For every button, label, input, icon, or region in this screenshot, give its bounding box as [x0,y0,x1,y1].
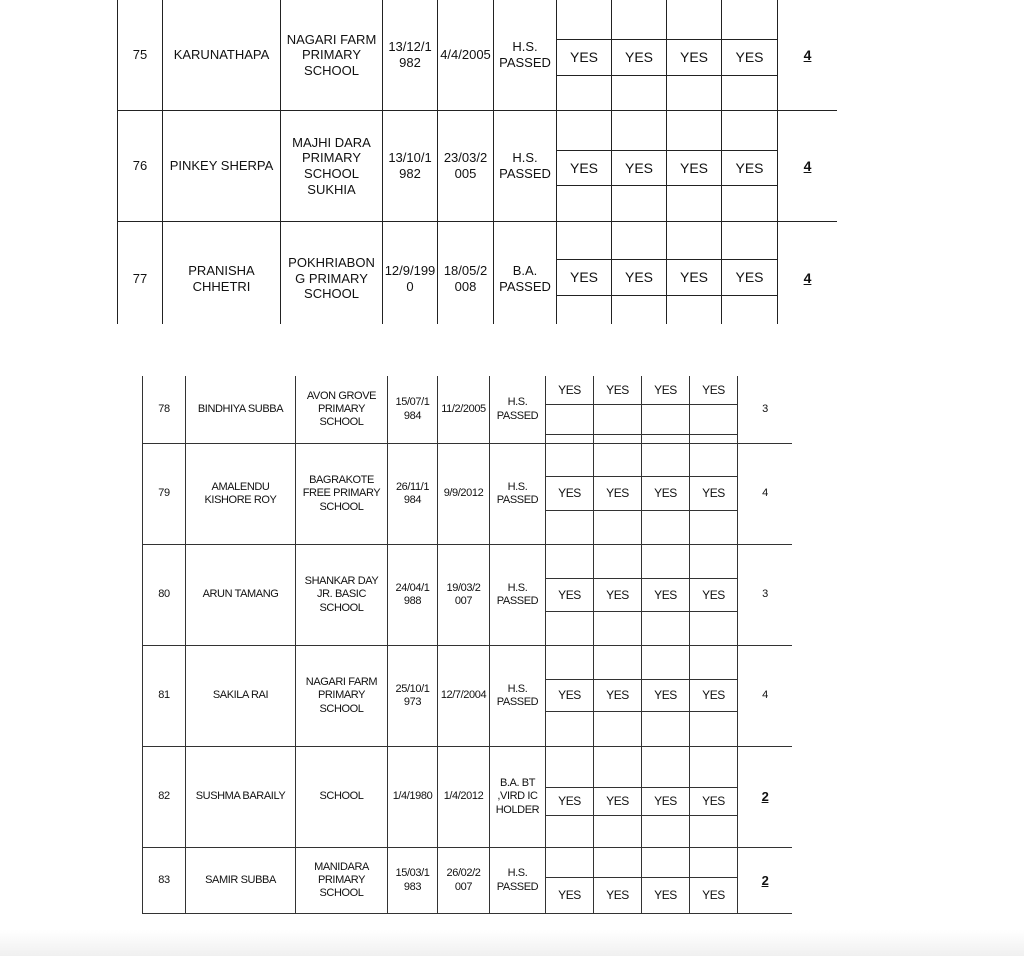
score: 4 [738,444,793,545]
serial-number: 76 [118,111,163,222]
candidate-name: BINDHIYA SUBBA [186,376,296,444]
criteria-yes: YES [546,878,594,914]
table-row [118,222,838,260]
school-name: MAJHI DARA PRIMARY SCHOOL SUKHIA [281,111,383,222]
date-of-joining: 18/05/2 008 [438,222,494,325]
date-of-birth: 15/07/1 984 [388,376,438,444]
qualification: H.S. PASSED [490,545,546,646]
candidate-name: PINKEY SHERPA [163,111,281,222]
serial-number: 82 [143,747,186,848]
date-of-birth: 13/10/1 982 [383,111,438,222]
candidate-name: ARUN TAMANG [186,545,296,646]
criteria-yes: YES [546,579,594,612]
criteria-yes: YES [690,680,738,712]
date-of-joining: 19/03/2 007 [438,545,490,646]
school-name: AVON GROVE PRIMARY SCHOOL [296,376,388,444]
school-name: NAGARI FARM PRIMARY SCHOOL [296,646,388,747]
table-row [118,111,838,151]
score: 4 [778,111,838,222]
criteria-yes: YES [594,680,642,712]
criteria-yes: YES [722,260,778,296]
qualification: B.A. BT ,VIRD IC HOLDER [490,747,546,848]
criteria-yes: YES [667,260,722,296]
criteria-yes: YES [612,260,667,296]
serial-number: 78 [143,376,186,444]
date-of-birth: 1/4/1980 [388,747,438,848]
qualification: H.S. PASSED [494,0,557,111]
qualification: H.S. PASSED [494,111,557,222]
candidate-name: SUSHMA BARAILY [186,747,296,848]
qualification: B.A. PASSED [494,222,557,325]
score: 4 [778,222,838,325]
criteria-yes: YES [557,40,612,76]
table-row [143,646,793,680]
qualification: H.S. PASSED [490,376,546,444]
school-name: NAGARI FARM PRIMARY SCHOOL [281,0,383,111]
school-name: POKHRIABON G PRIMARY SCHOOL [281,222,383,325]
criteria-yes: YES [642,376,690,405]
criteria-yes: YES [546,477,594,511]
table-row [143,747,793,788]
candidate-name: KARUNATHAPA [163,0,281,111]
criteria-yes: YES [690,878,738,914]
qualification: H.S. PASSED [490,444,546,545]
date-of-joining: 4/4/2005 [438,0,494,111]
criteria-yes: YES [642,788,690,816]
school-name: MANIDARA PRIMARY SCHOOL [296,848,388,914]
date-of-birth: 25/10/1 973 [388,646,438,747]
serial-number: 79 [143,444,186,545]
school-name: BAGRAKOTE FREE PRIMARY SCHOOL [296,444,388,545]
score: 2 [738,747,793,848]
serial-number: 81 [143,646,186,747]
score: 3 [738,545,793,646]
top-table [117,0,837,324]
criteria-yes: YES [690,788,738,816]
criteria-yes: YES [667,151,722,186]
score: 4 [738,646,793,747]
criteria-yes: YES [546,376,594,405]
table-row [143,848,793,878]
criteria-yes: YES [667,40,722,76]
top-sheet [117,0,837,324]
date-of-birth: 26/11/1 984 [388,444,438,545]
qualification: H.S. PASSED [490,646,546,747]
date-of-joining: 26/02/2 007 [438,848,490,914]
date-of-birth: 12/9/1990 [383,222,438,325]
criteria-yes: YES [612,151,667,186]
date-of-joining: 11/2/2005 [438,376,490,444]
candidate-name: SAKILA RAI [186,646,296,747]
criteria-yes: YES [557,151,612,186]
date-of-joining: 1/4/2012 [438,747,490,848]
date-of-joining: 9/9/2012 [438,444,490,545]
serial-number: 75 [118,0,163,111]
school-name: SHANKAR DAY JR. BASIC SCHOOL [296,545,388,646]
score: 3 [738,376,793,444]
criteria-yes: YES [594,376,642,405]
score: 4 [778,0,838,111]
criteria-yes: YES [546,788,594,816]
criteria-yes: YES [594,878,642,914]
criteria-yes: YES [690,376,738,405]
criteria-yes: YES [642,579,690,612]
date-of-birth: 15/03/1 983 [388,848,438,914]
serial-number: 80 [143,545,186,646]
serial-number: 77 [118,222,163,325]
criteria-yes: YES [690,477,738,511]
candidate-name: AMALENDU KISHORE ROY [186,444,296,545]
criteria-yes: YES [594,579,642,612]
criteria-yes: YES [722,151,778,186]
criteria-yes: YES [546,680,594,712]
candidate-name: SAMIR SUBBA [186,848,296,914]
criteria-yes: YES [642,878,690,914]
criteria-yes: YES [594,477,642,511]
serial-number: 83 [143,848,186,914]
date-of-birth: 13/12/1 982 [383,0,438,111]
table-row [143,444,793,477]
score: 2 [738,848,793,914]
criteria-yes: YES [642,477,690,511]
bottom-sheet [142,376,792,920]
school-name: SCHOOL [296,747,388,848]
page-shadow [0,930,1024,956]
criteria-yes: YES [594,788,642,816]
criteria-yes: YES [612,40,667,76]
bottom-table [142,376,792,914]
table-row [118,0,838,40]
date-of-joining: 12/7/2004 [438,646,490,747]
candidate-name: PRANISHA CHHETRI [163,222,281,325]
table-row [143,545,793,579]
date-of-birth: 24/04/1 988 [388,545,438,646]
criteria-yes: YES [690,579,738,612]
criteria-yes: YES [642,680,690,712]
criteria-yes: YES [722,40,778,76]
date-of-joining: 23/03/2 005 [438,111,494,222]
criteria-yes: YES [557,260,612,296]
qualification: H.S. PASSED [490,848,546,914]
table-row [143,376,793,405]
